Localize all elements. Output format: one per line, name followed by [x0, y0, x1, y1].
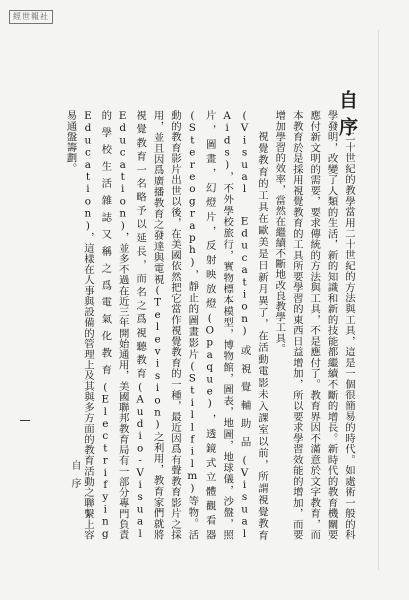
preface-body	[61, 110, 357, 540]
footer-label: 自序	[69, 460, 80, 496]
page-number	[20, 420, 30, 421]
page-rule	[378, 30, 379, 570]
page-title: 自序	[336, 90, 358, 144]
library-stamp: 經世報社	[9, 10, 53, 24]
paragraph-2: 視覺教育的工具在歐美是日新月異了，在活動電影未入課室以前，所謂視覺教育(Visual Education)或視覺輔助品(Visual Aids)，不外學校旅行，實物標本模型，博物館，圖表，地圖，地球儀，沙盤，照片，圖畫，幻燈片，反射映放燈(Opaque)，透鏡式立體觀看器(Stereograph)，靜止的圖畫影片(Stillfilm)等物。活動的教育影片出世以後，在美國依然把它當作視覺教育的一種，最近因爲有聲教育影片之採用，並且因爲廣播教育之發達與電視(Television)之利用，教育家們就將視覺教育一名略予以延長，而名之爲視聽教育(Audio-Visual Education)，並多不過在近三年開始通用，美國聯邦教育局有一部分專門負責的學校生活雜誌又稱之爲電氣化教育(Electrifying Education)，這樣在人事與設備的管理上及其與多方面的教育活動之聯繫上容易通盤籌劃。	[64, 110, 268, 540]
paragraph-1: 二十世紀的教學當用二十世紀的方法與工具，這是一個很簡易的時代。如處術一般的科學發明，改變了人類的生活，新的知識和新的技能都繼續不斷的增長。新時代的教育機關要應付新文明的需要，要求傳統的方法與工具，不是應付了。教育界因不滿意於文字教育，而本教育於是採用視覺教育的工具所要學習的東西日益增加，所以要求學習效能的增加，而要增加學習的效率，當然在繼續不斷地改良教學工具。	[273, 110, 355, 540]
